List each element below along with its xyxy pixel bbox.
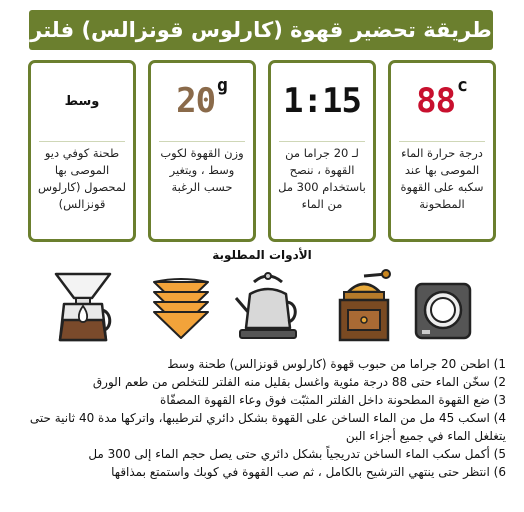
step-item: 4) اسكب 45 مل من الماء الساخن على القهوة بشكل دائري لترطيبها، واتركها مدة 40 ثانية حتى يتغلغل الماء في جميع أجزاء البن — [29, 411, 506, 443]
tools-title: الأدوات المطلوبة — [212, 248, 312, 262]
card-temperature — [388, 60, 496, 242]
card-divider — [159, 141, 245, 142]
temperature-value-area — [391, 63, 493, 139]
step-item: 1) اطحن 20 جراما من حبوب قهوة (كارلوس قونزالس) طحنة وسط — [167, 357, 506, 371]
info-cards — [28, 60, 496, 242]
grind-value-area — [31, 63, 133, 139]
grinder-icon — [330, 268, 396, 346]
temperature-value: 88 — [416, 81, 456, 121]
weight-value: 20 — [176, 81, 216, 121]
weight-unit: g — [217, 74, 228, 96]
card-weight — [148, 60, 256, 242]
steps-list — [16, 355, 506, 481]
grind-value: وسط — [64, 93, 100, 109]
weight-value-area — [151, 63, 253, 139]
card-grind — [28, 60, 136, 242]
card-divider — [279, 141, 365, 142]
step-item: 5) أكمل سكب الماء الساخن تدريجياً بشكل دائري حتى يصل حجم الماء إلى 300 مل — [88, 447, 506, 461]
time-value: 1:15 — [283, 81, 361, 121]
card-time — [268, 60, 376, 242]
filter-papers-icon — [148, 268, 214, 346]
temperature-unit: c — [457, 74, 468, 96]
kettle-icon — [232, 268, 304, 346]
step-item: 3) ضع القهوة المطحونة داخل الفلتر المثبّت فوق وعاء القهوة المصفّاة — [160, 393, 506, 407]
weight-description: وزن القهوة لكوب وسط ، ويتغير حسب الرغبة — [160, 146, 244, 194]
page-title: طريقة تحضير قهوة (كارلوس قونزالس) فلتر — [29, 10, 493, 50]
card-divider — [399, 141, 485, 142]
dripper-icon — [50, 268, 116, 346]
time-description: لـ 20 جراما من القهوة ، ننصح باستخدام 300 مل من الماء — [278, 146, 366, 211]
scale-icon — [410, 268, 476, 346]
step-item: 2) سخّن الماء حتى 88 درجة مئوية واغسل بقليل منه الفلتر للتخلص من طعم الورق — [92, 375, 506, 389]
temperature-description: درجة حرارة الماء الموصى بها عند سكبه على القهوة المطحونة — [400, 146, 484, 211]
grind-description: طحنة كوفي ديو الموصى بها لمحصول (كارلوس قونزالس) — [37, 146, 126, 211]
card-divider — [39, 141, 125, 142]
time-value-area — [271, 63, 373, 139]
step-item: 6) انتظر حتى ينتهي الترشيح بالكامل ، ثم صب القهوة في كوبك واستمتع بمذاقها — [111, 465, 506, 479]
